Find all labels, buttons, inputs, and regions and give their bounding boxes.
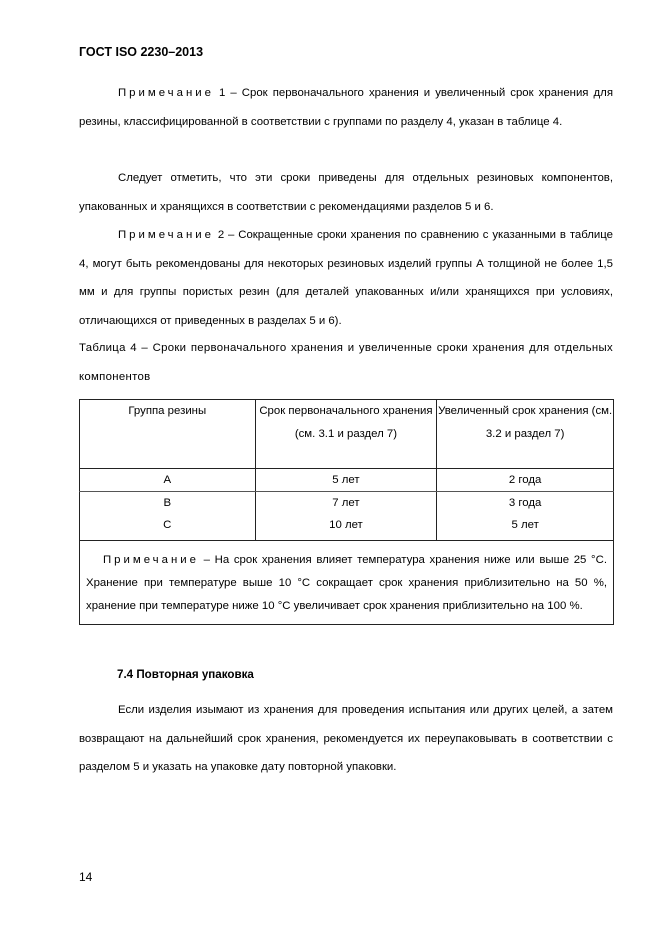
table-row <box>80 514 614 541</box>
cell-group: С <box>80 514 256 541</box>
cell-extended: 5 лет <box>437 514 614 541</box>
note-2-label: Примечание <box>118 229 214 241</box>
table-row <box>80 469 614 492</box>
cell-group: В <box>80 492 256 515</box>
note-2-text: 2 – Сокращенные сроки хранения по сравнению с указанными в таблице 4, могут быть рекомендованы для некоторых резиновых изделий группы А толщиной не более 1,5 мм и для группы пористых резин (для деталей упакованных и/или хранящихся при условиях, отличающихся от приведенных в разделах 5 и 6). <box>79 229 613 327</box>
section-title: 7.4 Повторная упаковка <box>117 668 254 681</box>
note-1-text: 1 – Срок первоначального хранения и увеличенный срок хранения для резины, классифицированной в соответствии с группами по разделу 4, указан в таблице 4. <box>79 87 613 128</box>
header-initial-term: Срок первоначального хранения (см. 3.1 и раздел 7) <box>255 400 437 469</box>
table-note <box>80 541 614 625</box>
header-group: Группа резины <box>80 400 256 469</box>
cell-extended: 3 года <box>437 492 614 515</box>
table-note-row <box>80 541 614 625</box>
section-paragraph: Если изделия изымают из хранения для проведения испытания или других целей, а затем возвращают на дальнейший срок хранения, рекомендуется их переупаковывать в соответствии с разделом 5 и указать на упаковке дату повторной упаковки. <box>79 704 613 773</box>
document-header: ГОСТ ISO 2230–2013 <box>79 45 204 59</box>
cell-initial: 7 лет <box>255 492 437 515</box>
storage-table <box>79 399 614 625</box>
table-note-text: – На срок хранения влияет температура хранения ниже или выше 25 °С. Хранение при температуре выше 10 °С сокращает срок хранения приблизительно на 50 %, хранение при температуре ниже 10 °С увеличивает срок хранения приблизительно на 100 %. <box>86 554 607 612</box>
cell-extended: 2 года <box>437 469 614 492</box>
table-row <box>80 492 614 515</box>
header-extended-term: Увеличенный срок хранения (см. 3.2 и раздел 7) <box>437 400 614 469</box>
table-caption: Таблица 4 – Сроки первоначального хранения и увеличенные сроки хранения для отдельных компонентов <box>79 342 613 383</box>
note-1-label: Примечание <box>118 87 214 99</box>
table-header-row <box>80 400 614 469</box>
cell-initial: 10 лет <box>255 514 437 541</box>
note-1 <box>79 79 613 136</box>
page-number: 14 <box>79 870 93 884</box>
cell-group: А <box>80 469 256 492</box>
note-2 <box>79 221 613 335</box>
table-note-label: Примечание <box>103 554 199 566</box>
cell-initial: 5 лет <box>255 469 437 492</box>
paragraph-1: Следует отметить, что эти сроки приведены для отдельных резиновых компонентов, упакованных и хранящихся в соответствии с рекомендациями разделов 5 и 6. <box>79 172 613 213</box>
